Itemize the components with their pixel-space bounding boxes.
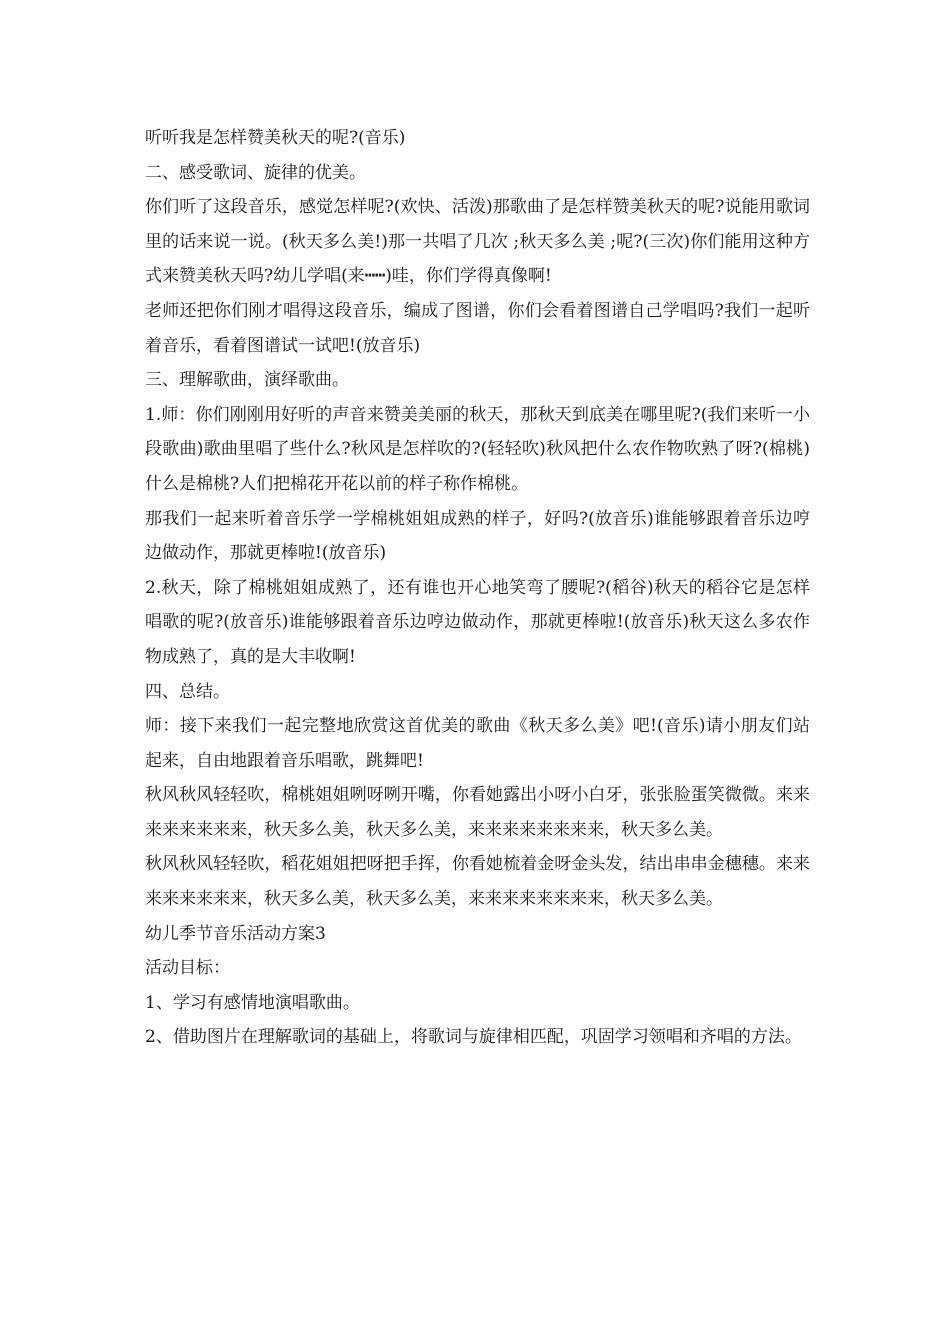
- list-item: 1、学习有感情地演唱歌曲。: [145, 992, 360, 1013]
- paragraph: 老师还把你们刚才唱得这段音乐，编成了图谱，你们会看着图谱自己学唱吗?我们一起听着音乐，看着图谱试一试吧!(放音乐): [145, 300, 810, 356]
- paragraph: 师：接下来我们一起完整地欣赏这首优美的歌曲《秋天多么美》吧!(音乐)请小朋友们站起来，自由地跟着音乐唱歌，跳舞吧!: [145, 716, 810, 771]
- section-heading: 四、总结。: [145, 681, 230, 702]
- paragraph: 你们听了这段音乐，感觉怎样呢?(欢快、活泼)那歌曲了是怎样赞美秋天的呢?说能用歌词里的话来说一说。(秋天多么美!)那一共唱了几次 ;秋天多么美 ;呢?(三次)你们能用这种方式来赞美秋天吗?幼儿学唱(来┅┅)哇，你们学得真像啊!: [145, 197, 810, 287]
- document-title: 幼儿季节音乐活动方案3: [145, 923, 326, 944]
- paragraph: 听听我是怎样赞美秋天的呢?(音乐): [145, 128, 406, 148]
- paragraph: 1.师：你们刚刚用好听的声音来赞美美丽的秋天，那秋天到底美在哪里呢?(我们来听一小段歌曲)歌曲里唱了些什么?秋风是怎样吹的?(轻轻吹)秋风把什么农作物吹熟了呀?(棉桃)什么是棉桃?人们把棉花开花以前的样子称作棉桃。: [145, 404, 810, 494]
- paragraph: 2.秋天，除了棉桃姐姐成熟了，还有谁也开心地笑弯了腰呢?(稻谷)秋天的稻谷它是怎样唱歌的呢?(放音乐)谁能够跟着音乐边哼边做动作，那就更棒啦!(放音乐)秋天这么多农作物成熟了，真的是大丰收啊!: [145, 577, 810, 667]
- list-item: 2、借助图片在理解歌词的基础上，将歌词与旋律相匹配，巩固学习领唱和齐唱的方法。: [145, 1027, 802, 1048]
- section-heading: 二、感受歌词、旋律的优美。: [145, 162, 366, 183]
- lyrics-verse: 秋风秋风轻轻吹，稻花姐姐把呀把手挥，你看她梳着金呀金头发，结出串串金穗穗。来来来来来来来来，秋天多么美，秋天多么美，来来来来来来来来，秋天多么美。: [145, 854, 810, 910]
- section-heading: 活动目标：: [145, 958, 230, 979]
- section-heading: 三、理解歌曲，演绎歌曲。: [145, 370, 349, 391]
- document-body: [145, 121, 810, 1055]
- paragraph: 那我们一起来听着音乐学一学棉桃姐姐成熟的样子，好吗?(放音乐)谁能够跟着音乐边哼边做动作，那就更棒啦!(放音乐): [145, 508, 810, 564]
- lyrics-verse: 秋风秋风轻轻吹，棉桃姐姐咧呀咧开嘴，你看她露出小呀小白牙，张张脸蛋笑微微。来来来来来来来来，秋天多么美，秋天多么美，来来来来来来来来，秋天多么美。: [145, 785, 810, 840]
